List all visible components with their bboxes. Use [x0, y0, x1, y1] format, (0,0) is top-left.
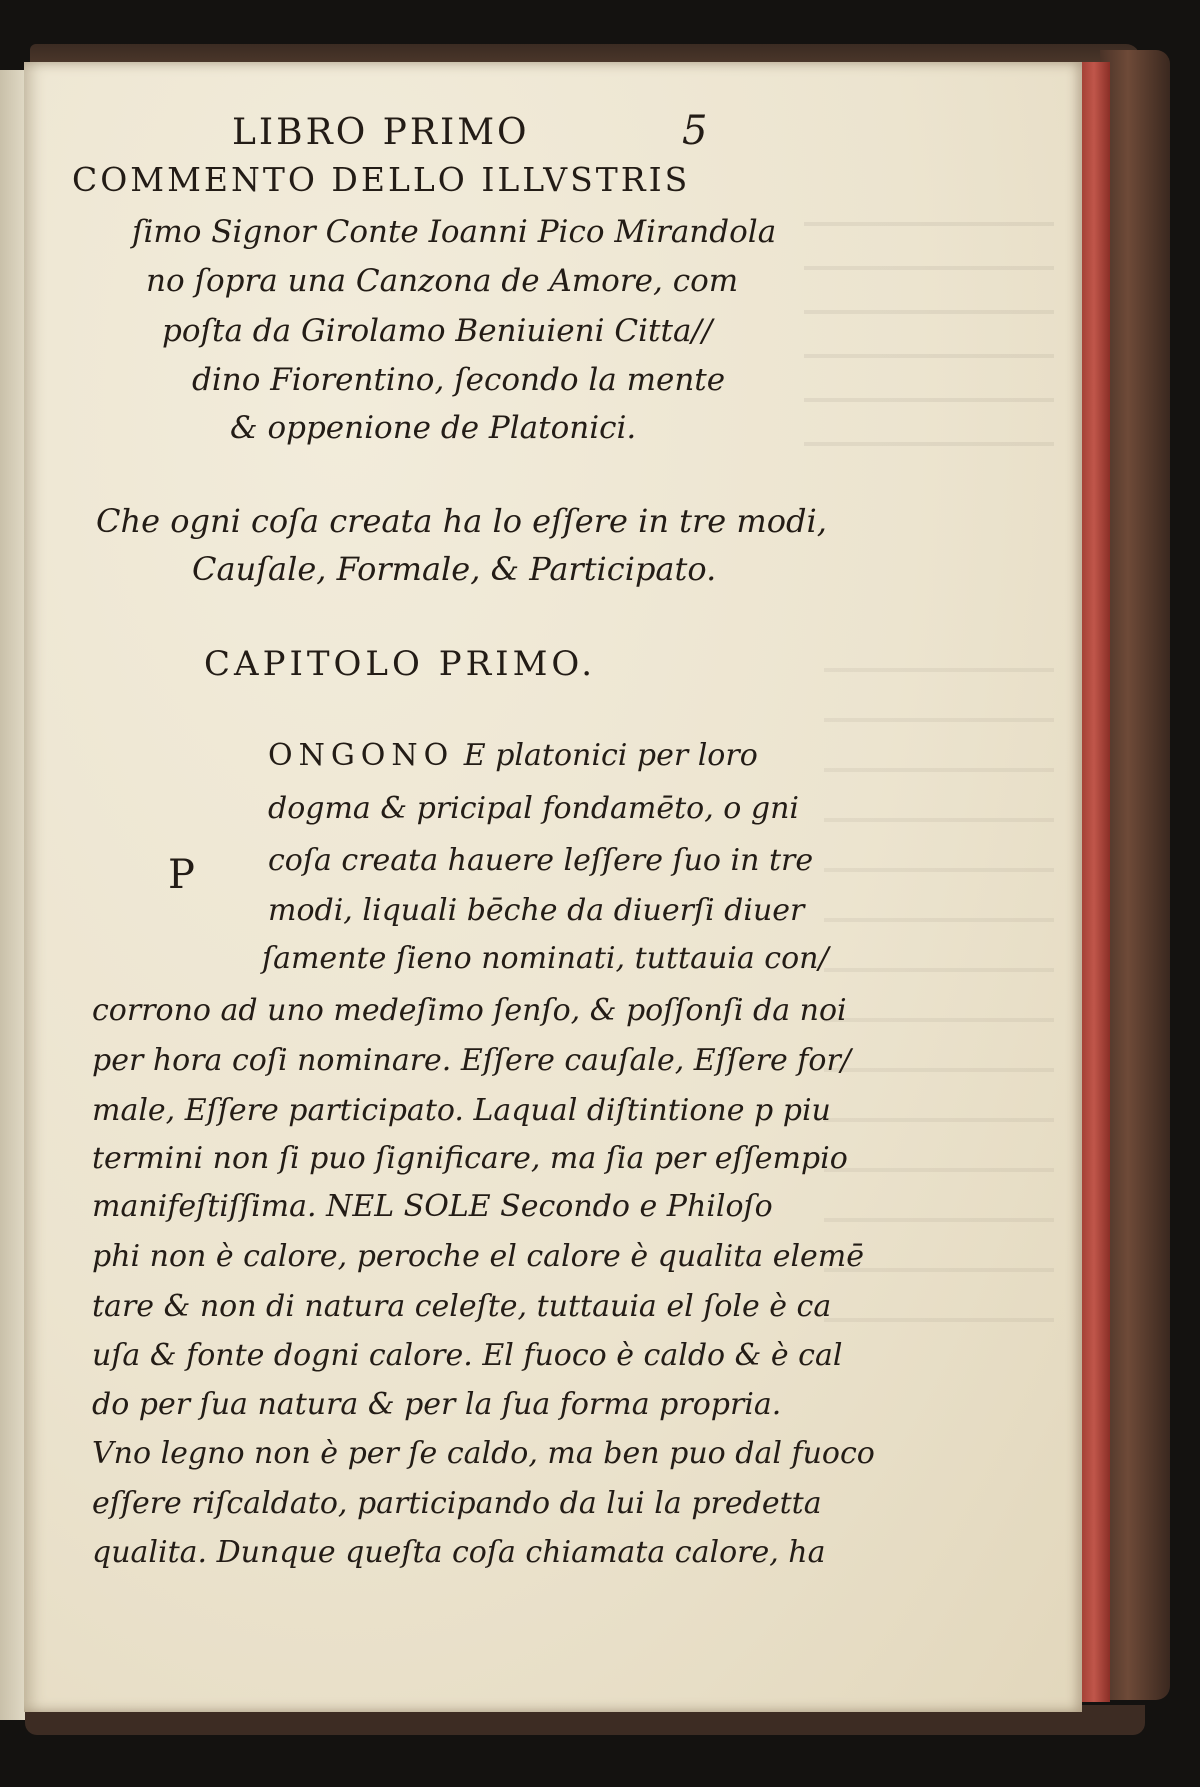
- opening-text: E platonici per loro: [454, 738, 758, 773]
- body-line: uſa & fonte dogni calore. El fuoco è caldo & è cal: [92, 1338, 843, 1373]
- show-through-texture: [804, 182, 1054, 482]
- title-line: dino Fiorentino, ſecondo la mente: [192, 362, 726, 398]
- body-line: phi non è calore, peroche el calore è qualita elemē: [92, 1239, 865, 1274]
- body-line: Vno legno non è per ſe caldo, ma ben puo dal fuoco: [92, 1436, 875, 1471]
- title-line: ſimo Signor Conte Ioanni Pico Mirandola: [132, 214, 777, 250]
- body-line: male, Eſſere participato. Laqual diſtintione p piu: [92, 1093, 831, 1128]
- body-line: per hora coſi nominare. Eſſere cauſale, Eſſere for/: [92, 1043, 851, 1078]
- red-page-edge: [1078, 62, 1110, 1702]
- opening-caps: ONGONO: [268, 738, 455, 773]
- binding-right: [1100, 50, 1170, 1700]
- body-line: modi, liquali bēche da diuerſi diuer: [268, 893, 805, 928]
- body-line: do per ſua natura & per la ſua forma propria.: [92, 1387, 782, 1422]
- drop-cap: P: [168, 852, 195, 898]
- body-line: ſamente ſieno nominati, tuttauia con/: [262, 941, 829, 976]
- body-line: qualita. Dunque queſta coſa chiamata calore, ha: [92, 1535, 826, 1570]
- chapter-heading: CAPITOLO PRIMO.: [204, 644, 597, 684]
- body-line: corrono ad uno medeſimo ſenſo, & poſſonſi da noi: [92, 993, 847, 1028]
- title-line: & oppenione de Platonici.: [230, 410, 637, 446]
- body-line: tare & non di natura celeſte, tuttauia el ſole è ca: [92, 1289, 832, 1324]
- subtitle-line: Cauſale, Formale, & Participato.: [192, 550, 717, 588]
- running-head: LIBRO PRIMO: [232, 112, 530, 153]
- body-line: [268, 738, 758, 773]
- title-line: COMMENTO DELLO ILLVSTRIS: [72, 160, 691, 199]
- title-line: poſta da Girolamo Beniuieni Citta//: [162, 313, 713, 349]
- body-line: eſſere riſcaldato, participando da lui la predetta: [92, 1486, 822, 1521]
- title-line: no ſopra una Canzona de Amore, com: [146, 263, 739, 299]
- show-through-texture: [824, 622, 1054, 1322]
- subtitle-line: Che ogni coſa creata ha lo eſſere in tre modi,: [96, 502, 827, 540]
- body-line: termini non ſi puo ſignificare, ma ſia per eſſempio: [92, 1141, 848, 1176]
- body-line: coſa creata hauere leſſere ſuo in tre: [268, 843, 814, 878]
- page-number: 5: [682, 108, 708, 154]
- body-line: manifeſtiſſima. NEL SOLE Secondo e Philoſo: [92, 1189, 773, 1224]
- body-line: dogma & pricipal fondamēto, o gni: [268, 791, 800, 826]
